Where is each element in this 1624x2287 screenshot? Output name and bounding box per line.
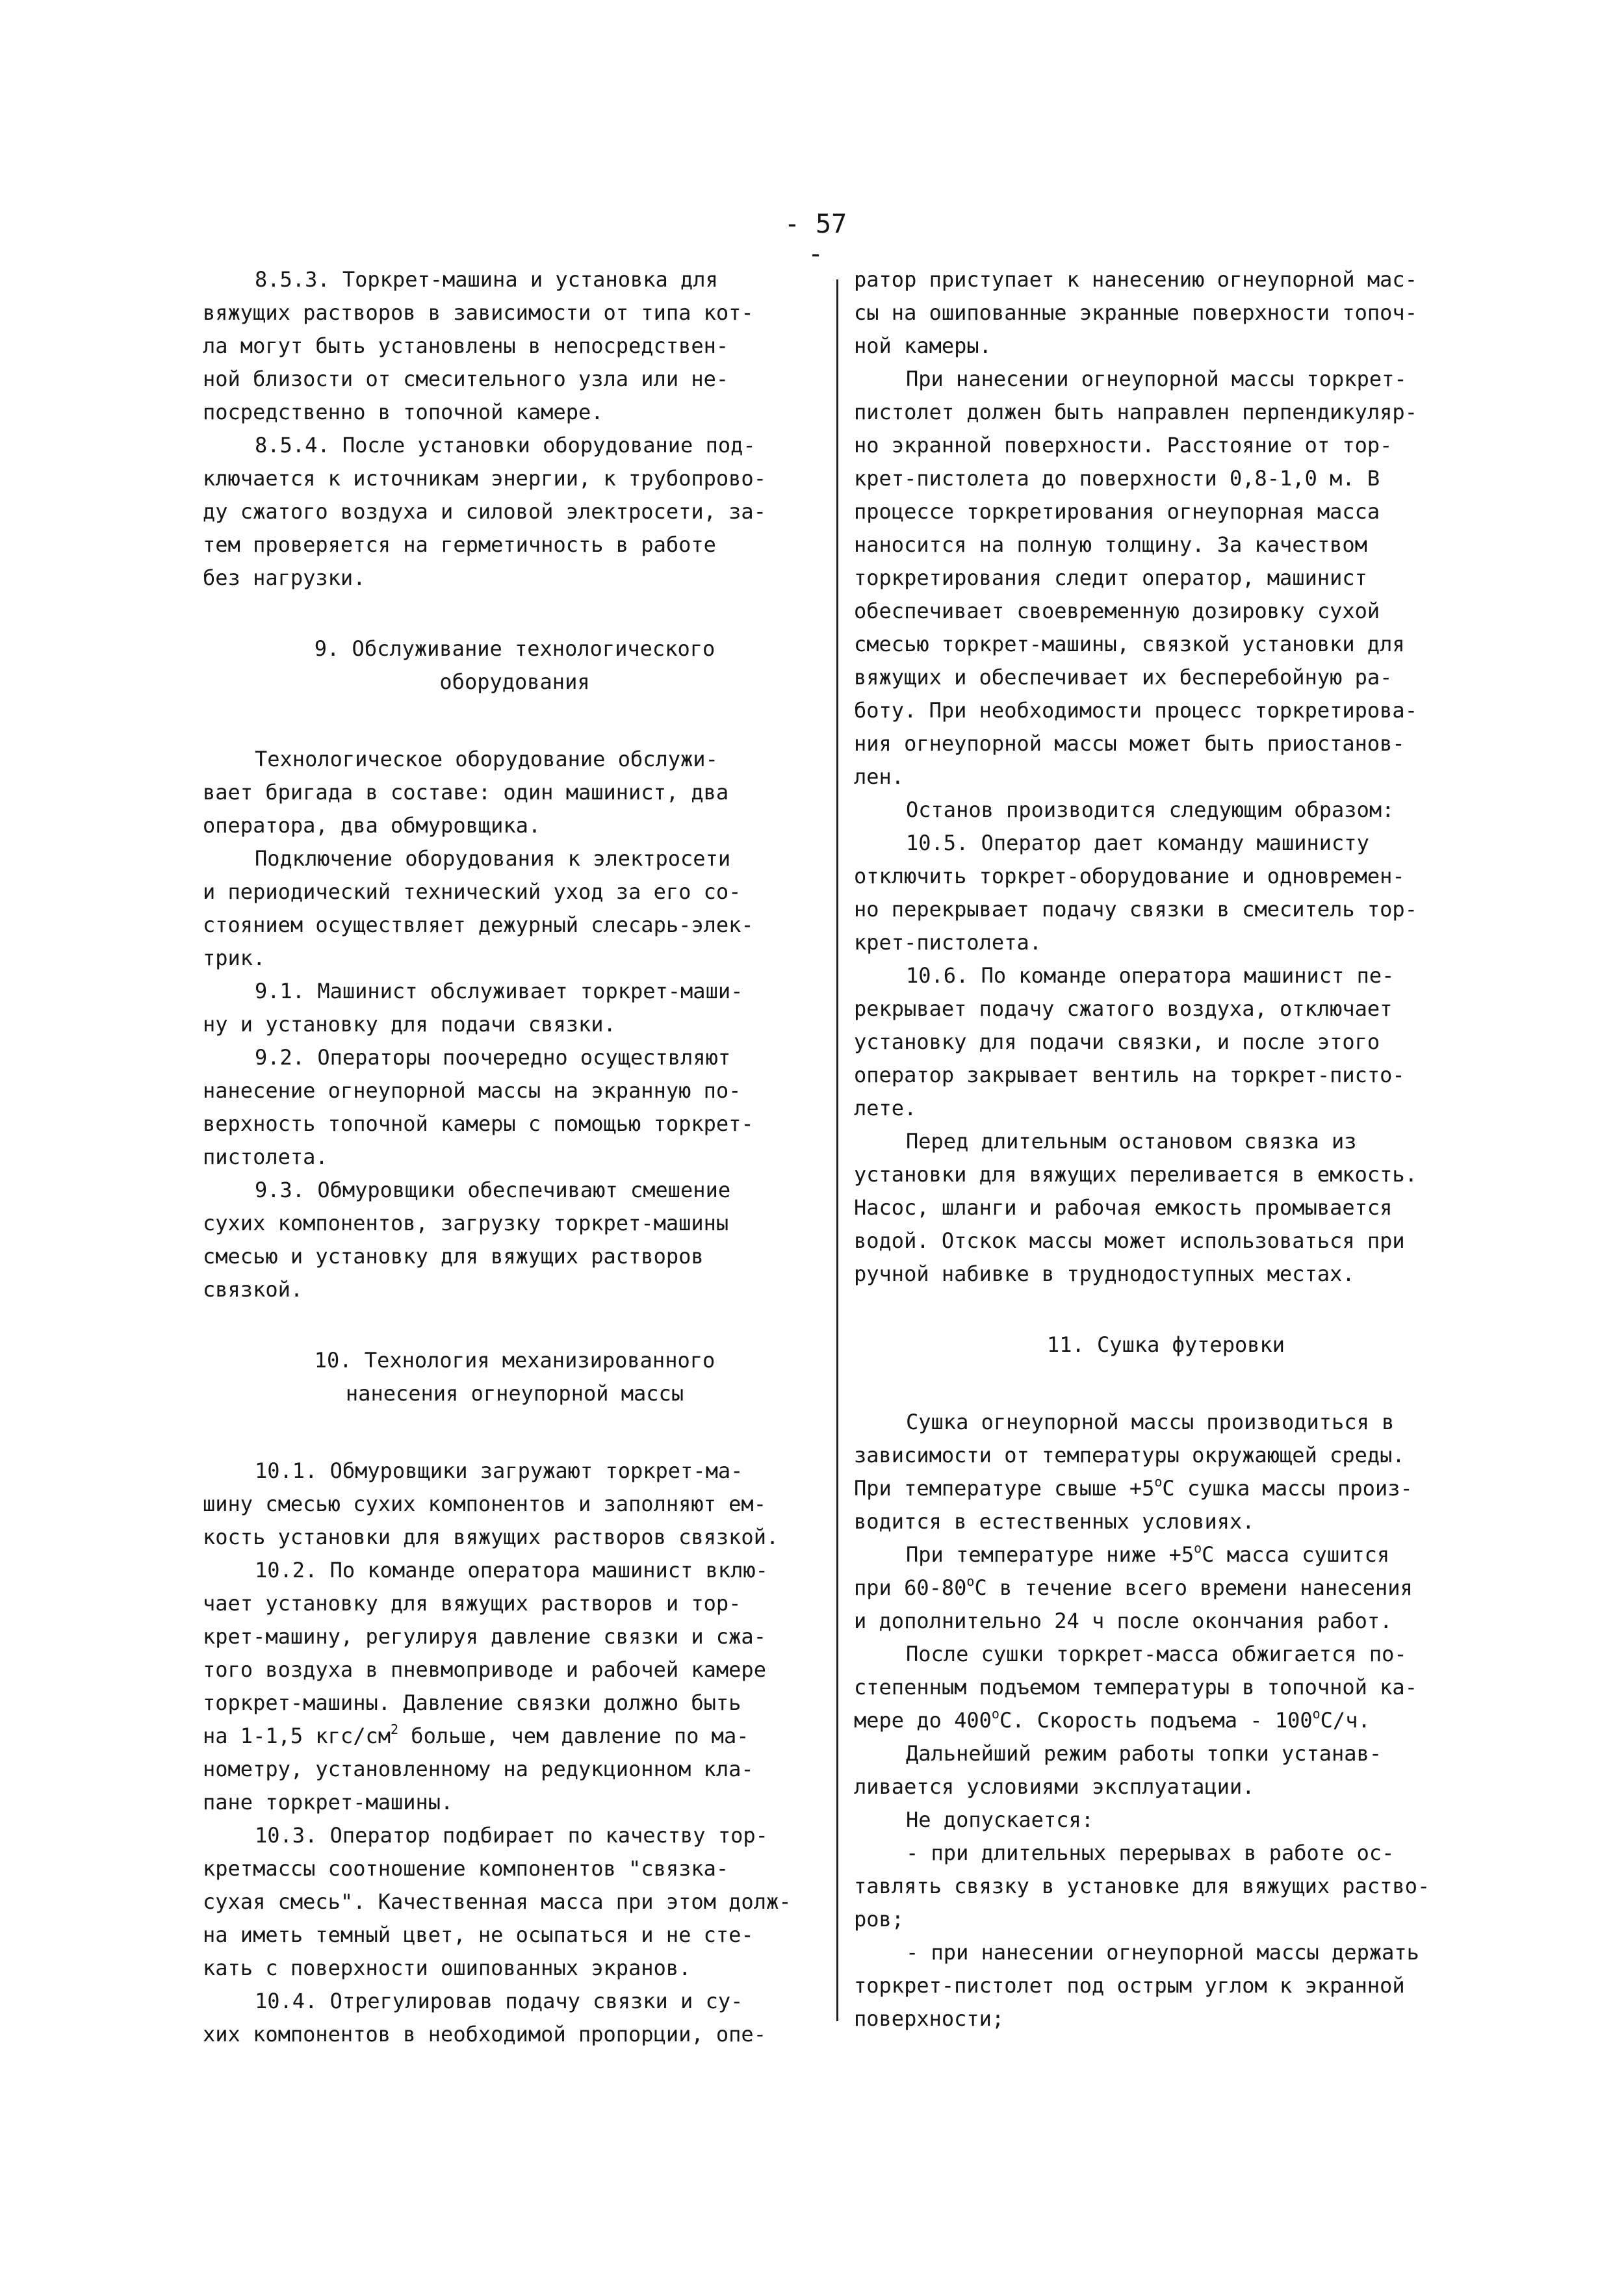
paragraph-9-1: 9.1. Машинист обслуживает торкрет-маши- ну и установку для подачи связки.	[203, 979, 743, 1037]
list-item-bullet-1: - при длительных перерывах в работе ос- тавлять связку в установке для вяжущих раство- ров;	[854, 1841, 1430, 1932]
paragraph-stop-procedure: Останов производится следующим образом:	[906, 797, 1395, 822]
paragraph-10-1: 10.1. Обмуровщики загружают торкрет-ма- шину смесью сухих компонентов и заполняют ем- кость установки для вяжущих растворов связкой.	[203, 1458, 779, 1549]
list-item-bullet-2: - при нанесении огнеупорной массы держать торкрет-пистолет под острым углом к экранной поверхности;	[854, 1940, 1419, 2031]
drying-2-text-c: С в течение всего времени нанесения и дополнительно 24 ч после окончания работ.	[854, 1575, 1413, 1633]
firing-text-c: С/ч.	[1320, 1708, 1371, 1733]
degree-sup: о	[1312, 1706, 1321, 1722]
drying-2-text-b: С масса сушится при 60-80	[854, 1542, 1390, 1600]
paragraph-long-stop: Перед длительным остановом связка из установки для вяжущих переливается в емкость. Насос, шланги и рабочая емкость промывается водой. Отскок массы может использоваться при ручной набивке в труднодоступных местах.	[854, 1129, 1417, 1286]
paragraph-10-2-text-b: больше, чем давление по ма- нометру, установленному на редукционном кла- пане торкрет-машины.	[203, 1724, 754, 1815]
paragraph-9-connect: Подключение оборудования к электросети и периодический технический уход за его со- стоянием осуществляет дежурный слесарь-элек- трик.	[203, 846, 754, 970]
page-number: - 57 -	[784, 209, 847, 269]
section-9-heading: 9. Обслуживание технологического оборудования	[314, 636, 715, 694]
paragraph-8-5-4: 8.5.4. После установки оборудование под- ключается к источникам энергии, к трубопрово- ду сжатого воздуха и силовой электросети, за- тем проверяется на герметичность в работе без нагрузки.	[203, 433, 766, 590]
paragraph-9-intro: Технологическое оборудование обслужи- вает бригада в составе: один машинист, два оператора, два обмуровщика.	[203, 747, 729, 838]
paragraph-10-4: 10.4. Отрегулировав подачу связки и су- хих компонентов в необходимой пропорции, опе-	[203, 1989, 766, 2047]
degree-sup: о	[1194, 1540, 1202, 1556]
paragraph-not-allowed: Не допускается:	[906, 1807, 1094, 1832]
drying-2-text-a: При температуре ниже +5	[906, 1542, 1194, 1567]
degree-sup: о	[966, 1573, 975, 1589]
paragraph-10-2-text-a: 10.2. По команде оператора машинист вклю- чает установку для вяжущих растворов и тор- крет-машину, регулируя давление связки и сжа- того воздуха в пневмоприводе и рабочей камере торкрет-машины. Давление связки должно быть на 1-1,5 кгс/см	[203, 1558, 768, 1748]
paragraph-nozzle-direction: При нанесении огнеупорной массы торкрет- пистолет должен быть направлен перпендикуляр- но экранной поверхности. Расстояние от тор- крет-пистолета до поверхности 0,8-1,0 м. В процессе торкретирования огнеупорная масса наносится на полную толщину. За качеством торкретирования следит оператор, машинист обеспечивает своевременную дозировку сухой смесью торкрет-машины, связкой установки для вяжущих и обеспечивает их бесперебойную ра- боту. При необходимости процесс торкретирова- ния огнеупорной массы может быть приостанов- лен.	[854, 367, 1417, 789]
paragraph-10-6: 10.6. По команде оператора машинист пе- рекрывает подачу сжатого воздуха, отключает установку для подачи связки, и после этого оператор закрывает вентиль на торкрет-писто- лете.	[854, 963, 1405, 1120]
drying-1-text-b: С сушка массы произ- водится в естественных условиях.	[854, 1476, 1413, 1534]
degree-sup: о	[1154, 1474, 1163, 1490]
section-11-heading: 11. Сушка футеровки	[1046, 1332, 1285, 1357]
superscript-2: 2	[390, 1722, 399, 1737]
paragraph-10-2	[203, 1554, 827, 1819]
right-column	[854, 263, 1478, 2035]
paragraph-operating-mode: Дальнейший режим работы топки устанав- ливается условиями эксплуатации.	[854, 1741, 1382, 1799]
paragraph-9-3: 9.3. Обмуровщики обеспечивают смешение сухих компонентов, загрузку торкрет-машины смесью и установку для вяжущих растворов связкой.	[203, 1178, 731, 1302]
section-10-heading: 10. Технология механизированного нанесения огнеупорной массы	[314, 1348, 715, 1406]
firing-text-a: После сушки торкрет-масса обжигается по- степенным подъемом температуры в топочной ка- мере до 400	[854, 1642, 1417, 1733]
paragraph-10-5: 10.5. Оператор дает команду машинисту отключить торкрет-оборудование и одновремен- но перекрывает подачу связки в смеситель тор- крет-пистолета.	[854, 831, 1417, 955]
column-divider	[836, 279, 838, 2021]
paragraph-10-3: 10.3. Оператор подбирает по качеству тор- кретмассы соотношение компонентов "связка- сухая смесь". Качественная масса при этом долж- на иметь темный цвет, не осыпаться и не сте- кать с поверхности ошипованных экранов.	[203, 1823, 792, 1980]
firing-text-b: С. Скорость подъема - 100	[999, 1708, 1313, 1733]
paragraph-firing	[854, 1638, 1478, 1737]
left-column	[203, 263, 827, 2051]
paragraph-drying-1	[854, 1406, 1478, 1538]
paragraph-drying-2	[854, 1538, 1478, 1638]
paragraph-8-5-3: 8.5.3. Торкрет-машина и установка для вяжущих растворов в зависимости от типа кот- ла могут быть установлены в непосредствен- ной близости от смесительного узла или не- посредственно в топочной камере.	[203, 267, 754, 424]
degree-sup: о	[991, 1706, 999, 1722]
paragraph-9-2: 9.2. Операторы поочередно осуществляют нанесение огнеупорной массы на экранную по- верхность топочной камеры с помощью торкрет- пистолета.	[203, 1045, 754, 1169]
drying-1-text-a: Сушка огнеупорной массы производиться в зависимости от температуры окружающей среды. При температуре свыше +5	[854, 1410, 1405, 1501]
paragraph-10-4-continued: ратор приступает к нанесению огнеупорной мас- сы на ошипованные экранные поверхности топоч- ной камеры.	[854, 267, 1417, 358]
